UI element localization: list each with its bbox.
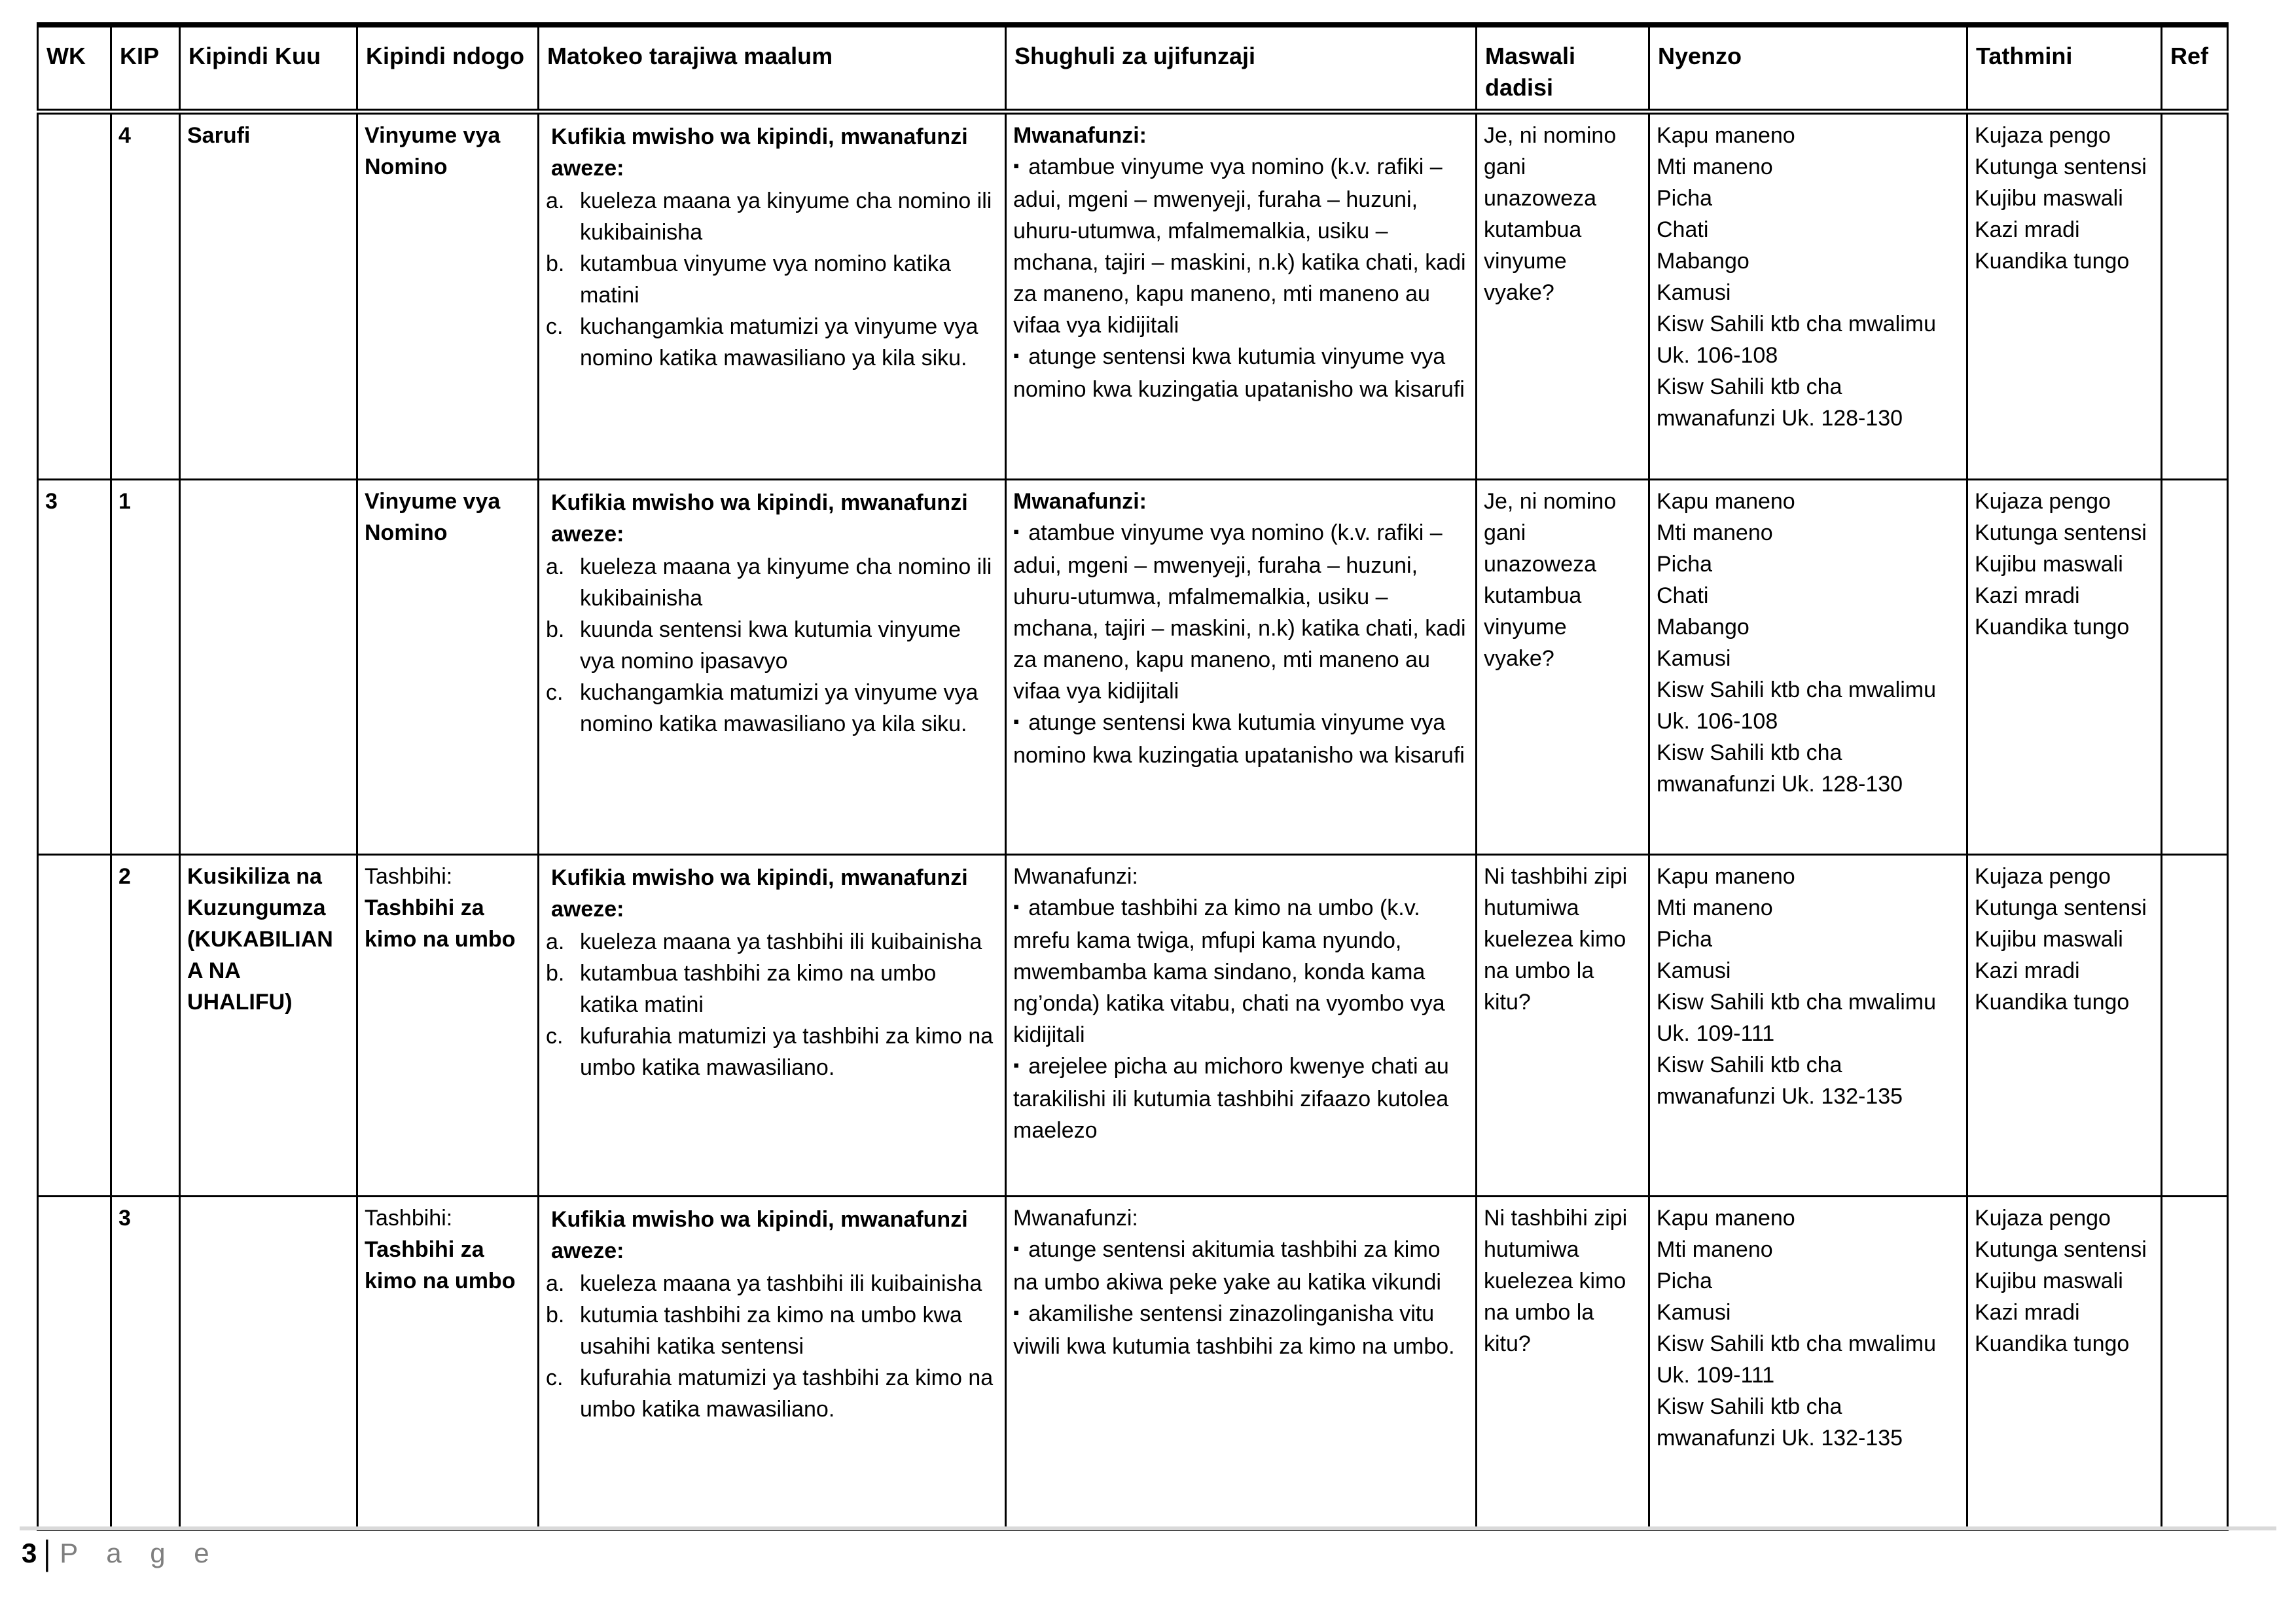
square-bullet-icon: ▪ [1013,1238,1020,1258]
list-marker: a. [546,189,565,213]
cell-matokeo [539,112,1006,480]
page-label: P a g e [60,1538,220,1568]
kipindi-ndogo-text: Vinyume vya Nomino [365,123,501,179]
col-header-shughuli: Shughuli za ujifunzaji [1006,25,1477,112]
col-header-nyenzo: Nyenzo [1649,25,1967,112]
maswali-text: Ni tashbihi zipi hutumiwa kuelezea kimo na umbo la kitu? [1484,864,1628,1015]
list-marker: c. [546,1365,564,1390]
matokeo-title: Kufikia mwisho wa kipindi, mwanafunzi aweze: [551,490,968,547]
shughuli-item [1013,892,1469,1051]
page-footer [22,1536,220,1571]
matokeo-item [546,614,998,677]
col-header-tathmini: Tathmini [1967,25,2162,112]
tathmini-line: Kuandika tungo [1975,990,2130,1015]
shughuli-item [1013,517,1469,707]
matokeo-item-text: kutambua tashbihi za kimo na umbo katika matini [580,961,937,1017]
page-number: 3 [22,1538,37,1568]
matokeo-item-text: kuchangamkia matumizi ya vinyume vya nomino katika mawasiliano ya kila siku. [580,680,978,736]
cell-kipindi-kuu [180,855,357,1197]
footer-divider [20,1526,2276,1530]
kipindi-kuu-text: Sarufi [187,123,251,148]
list-marker: c. [546,314,564,339]
cell-wk [38,855,111,1197]
nyenzo-line: Picha [1657,927,1713,952]
cell-wk: 3 [38,480,111,855]
matokeo-item [546,248,998,311]
cell-kipindi-kuu [180,480,357,855]
tathmini-line: Kazi mradi [1975,1300,2080,1325]
nyenzo-line: Mti maneno [1657,520,1773,545]
cell-shughuli [1006,855,1477,1197]
matokeo-item [546,1268,998,1299]
tathmini-line: Kujaza pengo [1975,1206,2111,1231]
shughuli-item [1013,707,1469,771]
cell-ref [2162,112,2228,480]
shughuli-item-text: atunge sentensi akitumia tashbihi za kimo na umbo akiwa peke yake au katika vikundi [1013,1237,1441,1295]
tathmini-line: Kujibu maswali [1975,927,2123,952]
nyenzo-line: Kapu maneno [1657,123,1795,148]
shughuli-item [1013,1051,1469,1146]
matokeo-item-text: kufurahia matumizi ya tashbihi za kimo na umbo katika mawasiliano. [580,1365,994,1422]
cell-kipindi-kuu [180,1197,357,1530]
cell-nyenzo [1649,1197,1967,1530]
square-bullet-icon: ▪ [1013,346,1020,365]
nyenzo-line: Kisw Sahili ktb cha mwanafunzi Uk. 128-130 [1657,374,1903,431]
matokeo-item-text: kueleza maana ya tashbihi ili kuibainisha [580,929,982,954]
tathmini-line: Kutunga sentensi [1975,520,2147,545]
square-bullet-icon: ▪ [1013,522,1020,541]
cell-kip: 2 [111,855,180,1197]
kipindi-ndogo-text: Tashbihi za kimo na umbo [365,895,516,952]
kipindi-kuu-text: Kusikiliza na Kuzungumza (KUKABILIAN A NA UHALIFU) [187,864,333,1015]
col-header-kip: KIP [111,25,180,112]
shughuli-item [1013,151,1469,341]
list-marker: c. [546,1024,564,1049]
nyenzo-line: Kapu maneno [1657,1206,1795,1231]
cell-tathmini [1967,480,2162,855]
matokeo-item-text: kueleza maana ya tashbihi ili kuibainisha [580,1271,982,1296]
cell-tathmini [1967,112,2162,480]
list-marker: a. [546,929,565,954]
shughuli-title: Mwanafunzi: [1013,123,1147,148]
tathmini-line: Kazi mradi [1975,958,2080,983]
cell-tathmini [1967,1197,2162,1530]
cell-wk [38,1197,111,1530]
cell-ref [2162,1197,2228,1530]
col-header-maswali: Maswali dadisi [1477,25,1649,112]
list-marker: b. [546,617,565,642]
col-header-wk: WK [38,25,111,112]
nyenzo-line: Mti maneno [1657,1237,1773,1262]
matokeo-item-text: kutambua vinyume vya nomino katika matini [580,251,951,308]
tathmini-line: Kazi mradi [1975,217,2080,242]
tathmini-line: Kuandika tungo [1975,249,2130,274]
scheme-of-work-table [37,22,2229,1531]
cell-maswali [1477,855,1649,1197]
square-bullet-icon: ▪ [1013,156,1020,175]
list-marker: c. [546,680,564,705]
tathmini-line: Kazi mradi [1975,583,2080,608]
cell-kipindi-ndogo [357,480,539,855]
matokeo-title: Kufikia mwisho wa kipindi, mwanafunzi aweze: [551,1207,968,1263]
matokeo-item-text: kueleza maana ya kinyume cha nomino ili kukibainisha [580,554,992,611]
cell-kipindi-ndogo [357,855,539,1197]
nyenzo-line: Kisw Sahili ktb cha mwanafunzi Uk. 132-135 [1657,1053,1903,1109]
shughuli-item-text: atunge sentensi kwa kutumia vinyume vya nomino kwa kuzingatia upatanisho wa kisarufi [1013,344,1465,402]
matokeo-item-text: kutumia tashbihi za kimo na umbo kwa usahihi katika sentensi [580,1303,962,1359]
cell-matokeo [539,855,1006,1197]
matokeo-item [546,958,998,1020]
tathmini-line: Kujibu maswali [1975,1269,2123,1293]
list-marker: a. [546,554,565,579]
list-marker: b. [546,251,565,276]
col-header-kipindi-kuu: Kipindi Kuu [180,25,357,112]
matokeo-item-text: kufurahia matumizi ya tashbihi za kimo na umbo katika mawasiliano. [580,1024,994,1080]
matokeo-item [546,677,998,740]
shughuli-item-text: atambue tashbihi za kimo na umbo (k.v. mrefu kama twiga, mfupi kama nyundo, mwembamba kama sindano, konda kama ng’onda) katika vitabu, chati na vyombo vya kidijitali [1013,895,1445,1047]
shughuli-title: Mwanafunzi: [1013,1206,1138,1231]
table-row [38,855,2228,1197]
nyenzo-line: Picha [1657,1269,1713,1293]
nyenzo-line: Kisw Sahili ktb cha mwanafunzi Uk. 132-135 [1657,1394,1903,1451]
cell-matokeo [539,480,1006,855]
shughuli-title: Mwanafunzi: [1013,489,1147,514]
cell-maswali [1477,1197,1649,1530]
cell-ref [2162,855,2228,1197]
shughuli-item [1013,341,1469,405]
matokeo-item [546,551,998,614]
cell-nyenzo [1649,480,1967,855]
nyenzo-line: Kisw Sahili ktb cha mwalimu Uk. 106-108 [1657,312,1937,368]
list-marker: b. [546,961,565,986]
tathmini-line: Kujibu maswali [1975,186,2123,211]
cell-tathmini [1967,855,2162,1197]
cell-kip: 3 [111,1197,180,1530]
nyenzo-line: Mabango [1657,249,1749,274]
cell-kip: 4 [111,112,180,480]
nyenzo-line: Chati [1657,583,1709,608]
square-bullet-icon: ▪ [1013,712,1020,731]
cell-shughuli [1006,1197,1477,1530]
shughuli-item-text: atambue vinyume vya nomino (k.v. rafiki – adui, mgeni – mwenyeji, furaha – huzuni, uhuru-utumwa, mfalmemalkia, usiku – mchana, tajiri – maskini, n.k) katika chati, kadi za maneno, kapu maneno, mti maneno au vifaa vya kidijitali [1013,154,1466,338]
cell-shughuli [1006,112,1477,480]
cell-ref [2162,480,2228,855]
tathmini-line: Kutunga sentensi [1975,1237,2147,1262]
maswali-text: Je, ni nomino gani unazoweza kutambua vinyume vyake? [1484,123,1617,305]
nyenzo-line: Kisw Sahili ktb cha mwalimu Uk. 109-111 [1657,1331,1937,1388]
cell-kipindi-ndogo [357,112,539,480]
tathmini-line: Kujaza pengo [1975,489,2111,514]
nyenzo-line: Mti maneno [1657,895,1773,920]
matokeo-title: Kufikia mwisho wa kipindi, mwanafunzi aweze: [551,124,968,181]
square-bullet-icon: ▪ [1013,1303,1020,1322]
table-row [38,1197,2228,1530]
kipindi-ndogo-intro: Tashbihi: [365,1206,453,1231]
matokeo-item-text: kuunda sentensi kwa kutumia vinyume vya nomino ipasavyo [580,617,961,674]
matokeo-item-text: kueleza maana ya kinyume cha nomino ili kukibainisha [580,189,992,245]
nyenzo-line: Kisw Sahili ktb cha mwanafunzi Uk. 128-130 [1657,740,1903,797]
nyenzo-line: Kisw Sahili ktb cha mwalimu Uk. 109-111 [1657,990,1937,1046]
cell-wk [38,112,111,480]
cell-shughuli [1006,480,1477,855]
kipindi-ndogo-text: Tashbihi za kimo na umbo [365,1237,516,1293]
nyenzo-line: Kamusi [1657,280,1731,305]
nyenzo-line: Kapu maneno [1657,864,1795,889]
nyenzo-line: Kamusi [1657,646,1731,671]
shughuli-item-text: atunge sentensi kwa kutumia vinyume vya nomino kwa kuzingatia upatanisho wa kisarufi [1013,710,1465,768]
tathmini-line: Kujibu maswali [1975,552,2123,577]
tathmini-line: Kuandika tungo [1975,615,2130,640]
nyenzo-line: Mabango [1657,615,1749,640]
col-header-kipindi-ndogo: Kipindi ndogo [357,25,539,112]
shughuli-item-text: atambue vinyume vya nomino (k.v. rafiki – adui, mgeni – mwenyeji, furaha – huzuni, uhuru-utumwa, mfalmemalkia, usiku – mchana, tajiri – maskini, n.k) katika chati, kadi za maneno, kapu maneno, mti maneno au vifaa vya kidijitali [1013,520,1466,704]
nyenzo-line: Kamusi [1657,1300,1731,1325]
nyenzo-line: Mti maneno [1657,154,1773,179]
tathmini-line: Kutunga sentensi [1975,895,2147,920]
nyenzo-line: Picha [1657,186,1713,211]
matokeo-item [546,1020,998,1083]
matokeo-item [546,185,998,248]
footer-separator: | [43,1534,51,1572]
kipindi-ndogo-intro: Tashbihi: [365,864,453,889]
cell-matokeo [539,1197,1006,1530]
shughuli-title: Mwanafunzi: [1013,864,1138,889]
tathmini-line: Kutunga sentensi [1975,154,2147,179]
matokeo-item [546,1362,998,1425]
square-bullet-icon: ▪ [1013,897,1020,916]
nyenzo-line: Kamusi [1657,958,1731,983]
tathmini-line: Kujaza pengo [1975,123,2111,148]
tathmini-line: Kuandika tungo [1975,1331,2130,1356]
col-header-matokeo: Matokeo tarajiwa maalum [539,25,1006,112]
cell-nyenzo [1649,112,1967,480]
shughuli-item [1013,1298,1469,1362]
shughuli-item-text: arejelee picha au michoro kwenye chati au tarakilishi ili kutumia tashbihi zifaazo kutolea maelezo [1013,1054,1449,1143]
matokeo-item [546,311,998,374]
nyenzo-line: Kisw Sahili ktb cha mwalimu Uk. 106-108 [1657,677,1937,734]
nyenzo-line: Chati [1657,217,1709,242]
header-row [38,25,2228,112]
shughuli-item-text: akamilishe sentensi zinazolinganisha vitu viwili kwa kutumia tashbihi za kimo na umbo. [1013,1301,1455,1359]
cell-kip: 1 [111,480,180,855]
square-bullet-icon: ▪ [1013,1055,1020,1075]
kipindi-ndogo-text: Vinyume vya Nomino [365,489,501,545]
matokeo-item [546,1299,998,1362]
list-marker: a. [546,1271,565,1296]
col-header-ref: Ref [2162,25,2228,112]
cell-nyenzo [1649,855,1967,1197]
matokeo-item-text: kuchangamkia matumizi ya vinyume vya nomino katika mawasiliano ya kila siku. [580,314,978,370]
matokeo-title: Kufikia mwisho wa kipindi, mwanafunzi aweze: [551,865,968,922]
matokeo-item [546,926,998,958]
list-marker: b. [546,1303,565,1327]
nyenzo-line: Kapu maneno [1657,489,1795,514]
table-row [38,480,2228,855]
cell-kipindi-kuu [180,112,357,480]
table-row [38,112,2228,480]
maswali-text: Je, ni nomino gani unazoweza kutambua vinyume vyake? [1484,489,1617,671]
shughuli-item [1013,1234,1469,1298]
cell-kipindi-ndogo [357,1197,539,1530]
maswali-text: Ni tashbihi zipi hutumiwa kuelezea kimo na umbo la kitu? [1484,1206,1628,1356]
nyenzo-line: Picha [1657,552,1713,577]
cell-maswali [1477,112,1649,480]
cell-maswali [1477,480,1649,855]
tathmini-line: Kujaza pengo [1975,864,2111,889]
